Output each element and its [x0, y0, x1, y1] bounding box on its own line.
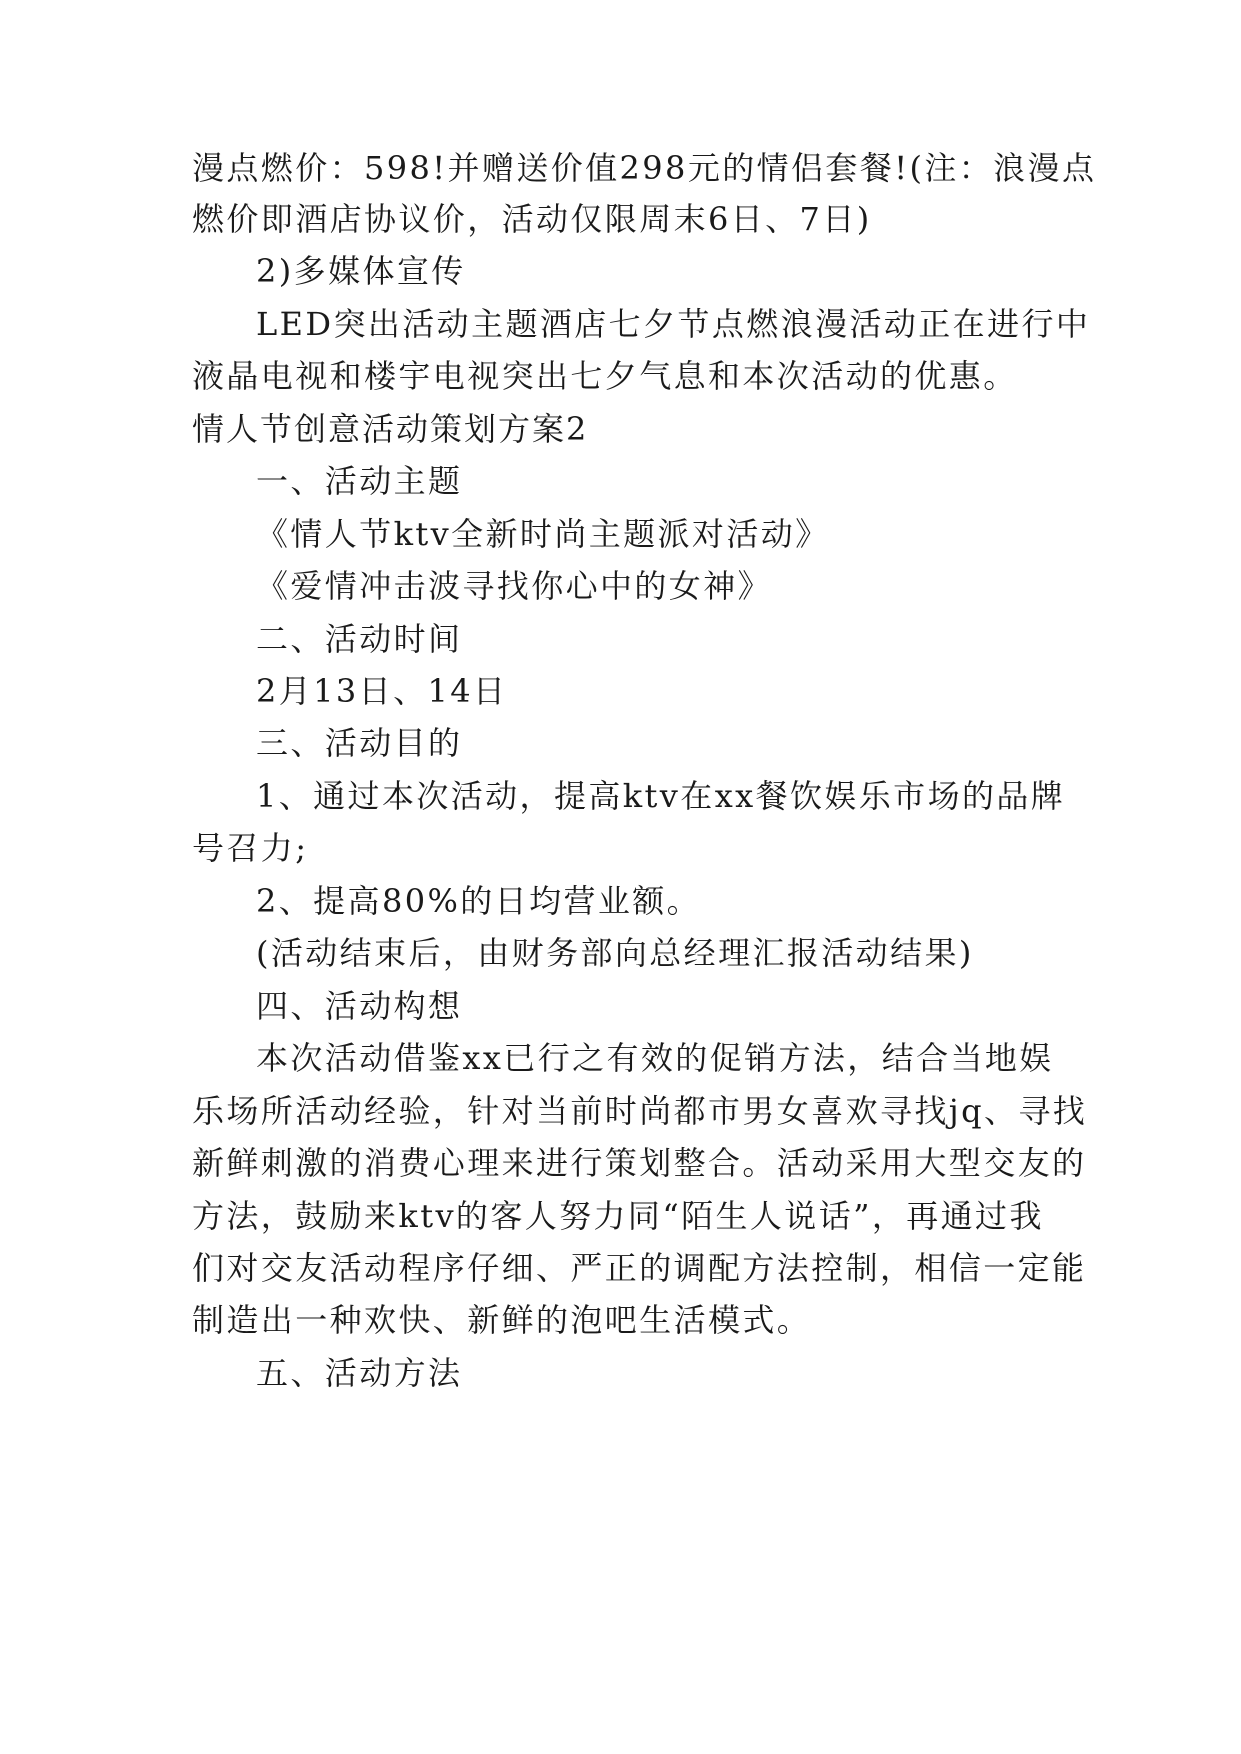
section-heading: 五、活动方法: [256, 1354, 463, 1392]
paragraph-line: 1、通过本次活动，提高ktv在xx餐饮娱乐市场的品牌: [256, 777, 1066, 815]
section-heading: 二、活动时间: [256, 620, 463, 658]
paragraph-line: 液晶电视和楼宇电视突出七夕气息和本次活动的优惠。: [192, 357, 1018, 395]
paragraph-line: 制造出一种欢快、新鲜的泡吧生活模式。: [192, 1301, 812, 1339]
paragraph-line: 2、提高80%的日均营业额。: [256, 882, 702, 920]
paragraph-line: 号召力;: [192, 829, 309, 867]
paragraph-line: 新鲜刺激的消费心理来进行策划整合。活动采用大型交友的: [192, 1144, 1087, 1182]
paragraph-line: (活动结束后，由财务部向总经理汇报活动结果): [256, 934, 974, 972]
list-item-line: 2)多媒体宣传: [256, 252, 466, 290]
paragraph-line: 乐场所活动经验，针对当前时尚都市男女喜欢寻找jq、寻找: [192, 1092, 1088, 1130]
paragraph-line: 本次活动借鉴xx已行之有效的促销方法，结合当地娱: [256, 1039, 1054, 1077]
paragraph-line: 燃价即酒店协议价，活动仅限周末6日、7日): [192, 200, 872, 238]
paragraph-line: 方法，鼓励来ktv的客人努力同“陌生人说话”，再通过我: [192, 1197, 1044, 1235]
paragraph-line: 2月13日、14日: [256, 672, 508, 710]
paragraph-line: 《爱情冲击波寻找你心中的女神》: [256, 567, 773, 605]
section-heading: 一、活动主题: [256, 462, 463, 500]
paragraph-line: 们对交友活动程序仔细、严正的调配方法控制，相信一定能: [192, 1249, 1087, 1287]
paragraph-line: LED突出活动主题酒店七夕节点燃浪漫活动正在进行中: [256, 305, 1091, 343]
section-heading: 四、活动构想: [256, 987, 463, 1025]
paragraph-line: 漫点燃价：598!并赠送价值298元的情侣套餐!(注：浪漫点: [192, 149, 1097, 187]
paragraph-line: 《情人节ktv全新时尚主题派对活动》: [256, 515, 830, 553]
section-title: 情人节创意活动策划方案2: [192, 410, 589, 448]
section-heading: 三、活动目的: [256, 724, 463, 762]
